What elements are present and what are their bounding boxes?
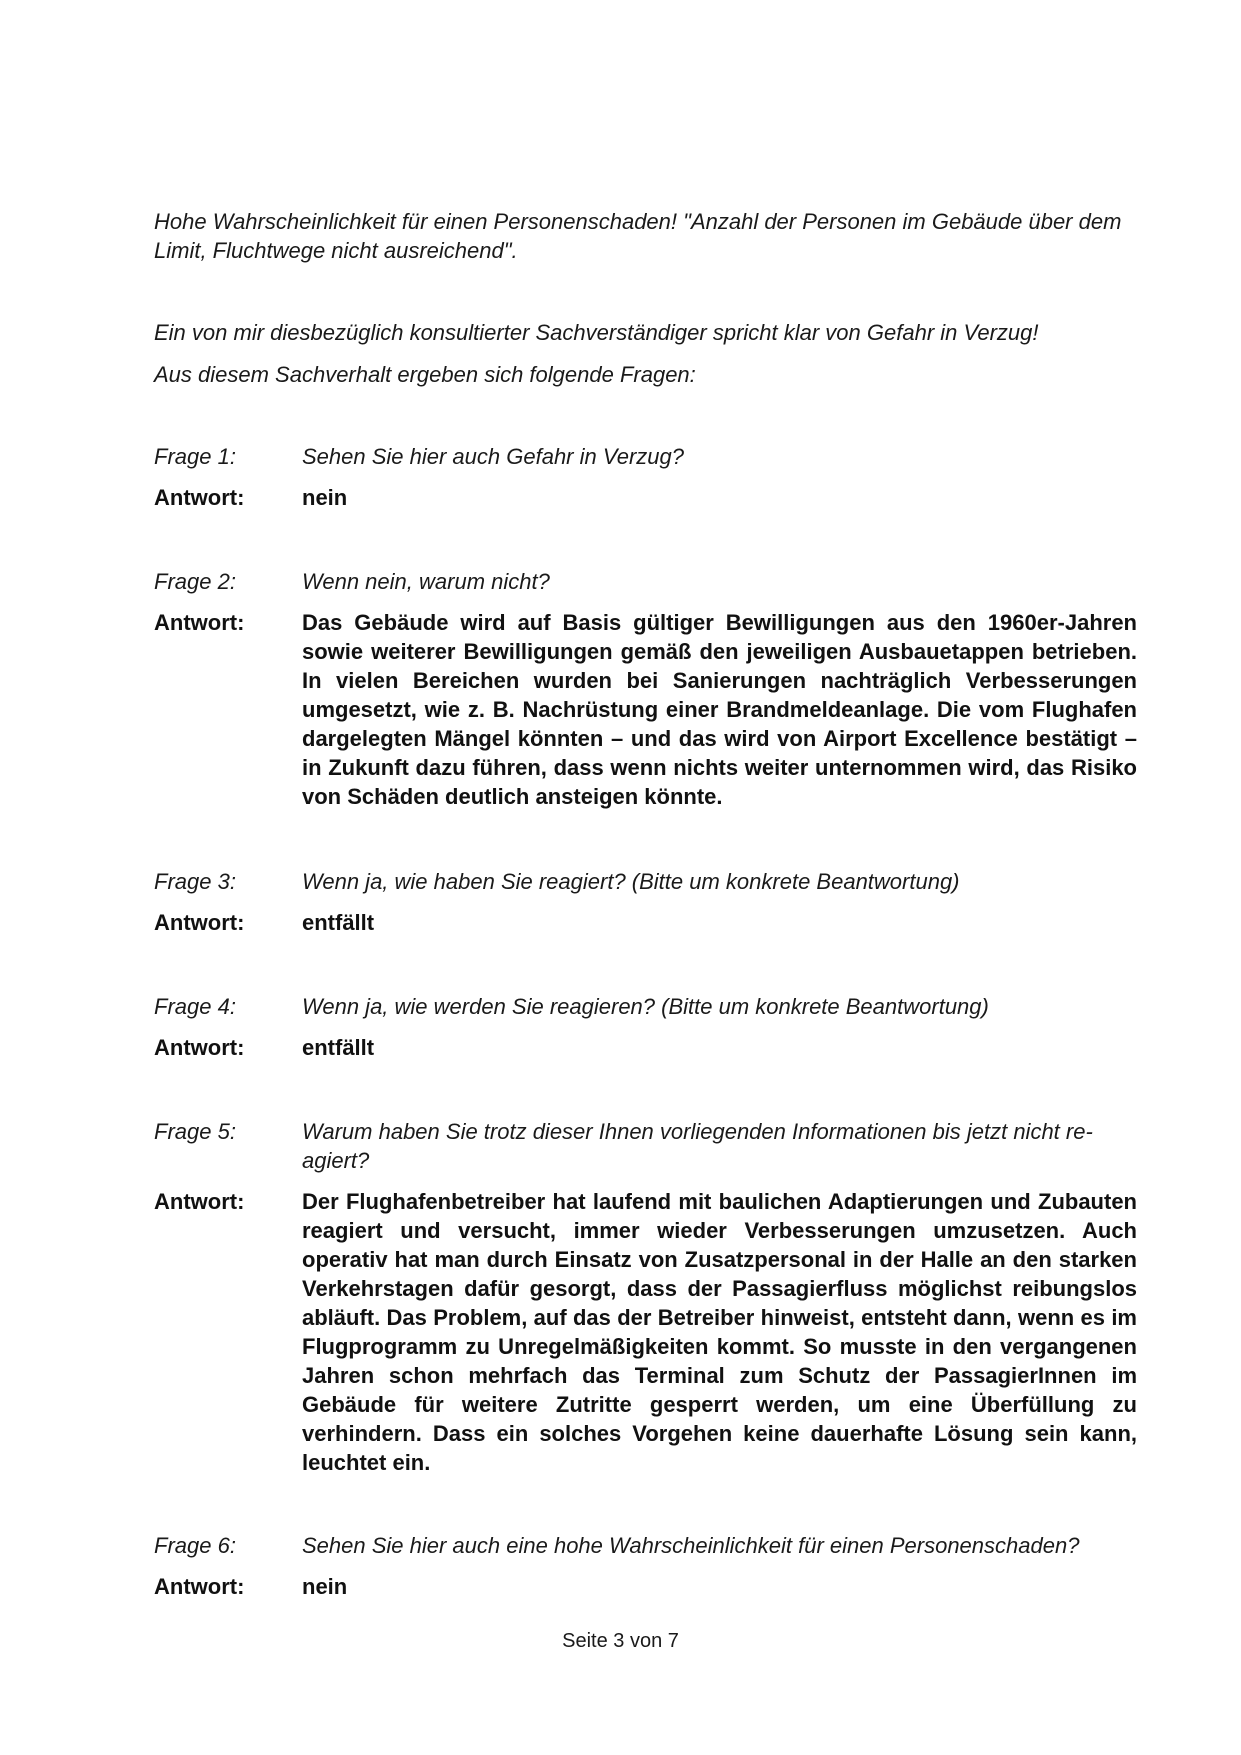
answer-text: nein: [302, 485, 348, 510]
question-row: [154, 567, 1144, 596]
question-label: Frage 4:: [154, 994, 236, 1019]
question-text: Wenn ja, wie werden Sie reagieren? (Bitte um konkrete Beantwortung): [302, 994, 989, 1019]
question-text: Warum haben Sie trotz dieser Ihnen vorliegenden Informationen bis jetzt nicht reagiert?: [302, 1119, 1093, 1173]
answer-row: [154, 483, 1144, 512]
answer-label: Antwort:: [154, 910, 245, 935]
question-label: Frage 6:: [154, 1533, 236, 1558]
answer-text: entfällt: [302, 1035, 375, 1060]
question-label: Frage 3:: [154, 869, 236, 894]
answer-text: entfällt: [302, 910, 375, 935]
answer-row: [154, 1033, 1144, 1062]
answer-text: Das Gebäude wird auf Basis gültiger Bewilligungen aus den 1960er-Jahren sowie weiterer Bewilligungen gemäß den jeweiligen Ausbauetappen betrieben. In vielen Bereichen wurden bei Sanierungen nachträglich Verbesserungen umgesetzt, wie z. B. Nachrüstung einer Brandmeldeanlage. Die vom Flughafen dargelegten Mängel könnten – und das wird von Airport Excellence bestätigt – in Zukunft dazu führen, dass wenn nichts weiter unternommen wird, das Risiko von Schäden deutlich ansteigen könnte.: [302, 610, 1137, 809]
answer-row: [154, 608, 1144, 811]
question-row: [154, 992, 1144, 1021]
qa-block-6: [154, 1531, 1144, 1601]
question-row: [154, 442, 1144, 471]
answer-label: Antwort:: [154, 1574, 245, 1599]
question-label: Frage 1:: [154, 444, 236, 469]
answer-row: [154, 908, 1144, 937]
answer-label: Antwort:: [154, 610, 245, 635]
question-row: [154, 1531, 1144, 1560]
answer-label: Antwort:: [154, 485, 245, 510]
question-text: Wenn ja, wie haben Sie reagiert? (Bitte um konkrete Beantwortung): [302, 869, 960, 894]
qa-block-5: [154, 1117, 1144, 1477]
question-label: Frage 5:: [154, 1119, 236, 1144]
intro-paragraph-3: Aus diesem Sachverhalt ergeben sich folgende Fragen:: [154, 362, 696, 387]
question-row: [154, 867, 1144, 896]
answer-row: [154, 1187, 1144, 1477]
intro-paragraph-1: Hohe Wahrscheinlichkeit für einen Personenschaden! "Anzahl der Personen im Gebäude über dem Limit, Fluchtwege nicht ausreichend".: [154, 209, 1122, 263]
answer-text: nein: [302, 1574, 348, 1599]
question-label: Frage 2:: [154, 569, 236, 594]
answer-label: Antwort:: [154, 1189, 245, 1214]
answer-text: Der Flughafenbetreiber hat laufend mit baulichen Adaptierungen und Zubauten reagiert und versucht, immer wieder Verbesserungen umzusetzen. Auch operativ hat man durch Einsatz von Zusatzpersonal in der Halle an den starken Verkehrstagen dafür gesorgt, dass der Passagierfluss möglichst reibungslos abläuft. Das Problem, auf das der Betreiber hinweist, entsteht dann, wenn es im Flugprogramm zu Unregelmäßigkeiten kommt. So musste in den vergangenen Jahren schon mehrfach das Terminal zum Schutz der PassagierInnen im Gebäude für weitere Zutritte gesperrt werden, um eine Überfüllung zu verhindern. Dass ein solches Vorgehen keine dauerhafte Lösung sein kann, leuchtet ein.: [302, 1189, 1137, 1475]
qa-block-4: [154, 992, 1144, 1062]
qa-block-2: [154, 567, 1144, 811]
intro-paragraph-2: Ein von mir diesbezüglich konsultierter Sachverständiger spricht klar von Gefahr in Verzug!: [154, 320, 1039, 345]
qa-block-3: [154, 867, 1144, 937]
answer-label: Antwort:: [154, 1035, 245, 1060]
answer-row: [154, 1572, 1144, 1601]
question-text: Sehen Sie hier auch eine hohe Wahrscheinlichkeit für einen Personenschaden?: [302, 1533, 1080, 1558]
page-number: Seite 3 von 7: [562, 1630, 679, 1652]
question-text: Wenn nein, warum nicht?: [302, 569, 550, 594]
qa-block-1: [154, 442, 1144, 512]
question-row: [154, 1117, 1144, 1175]
question-text: Sehen Sie hier auch Gefahr in Verzug?: [302, 444, 684, 469]
